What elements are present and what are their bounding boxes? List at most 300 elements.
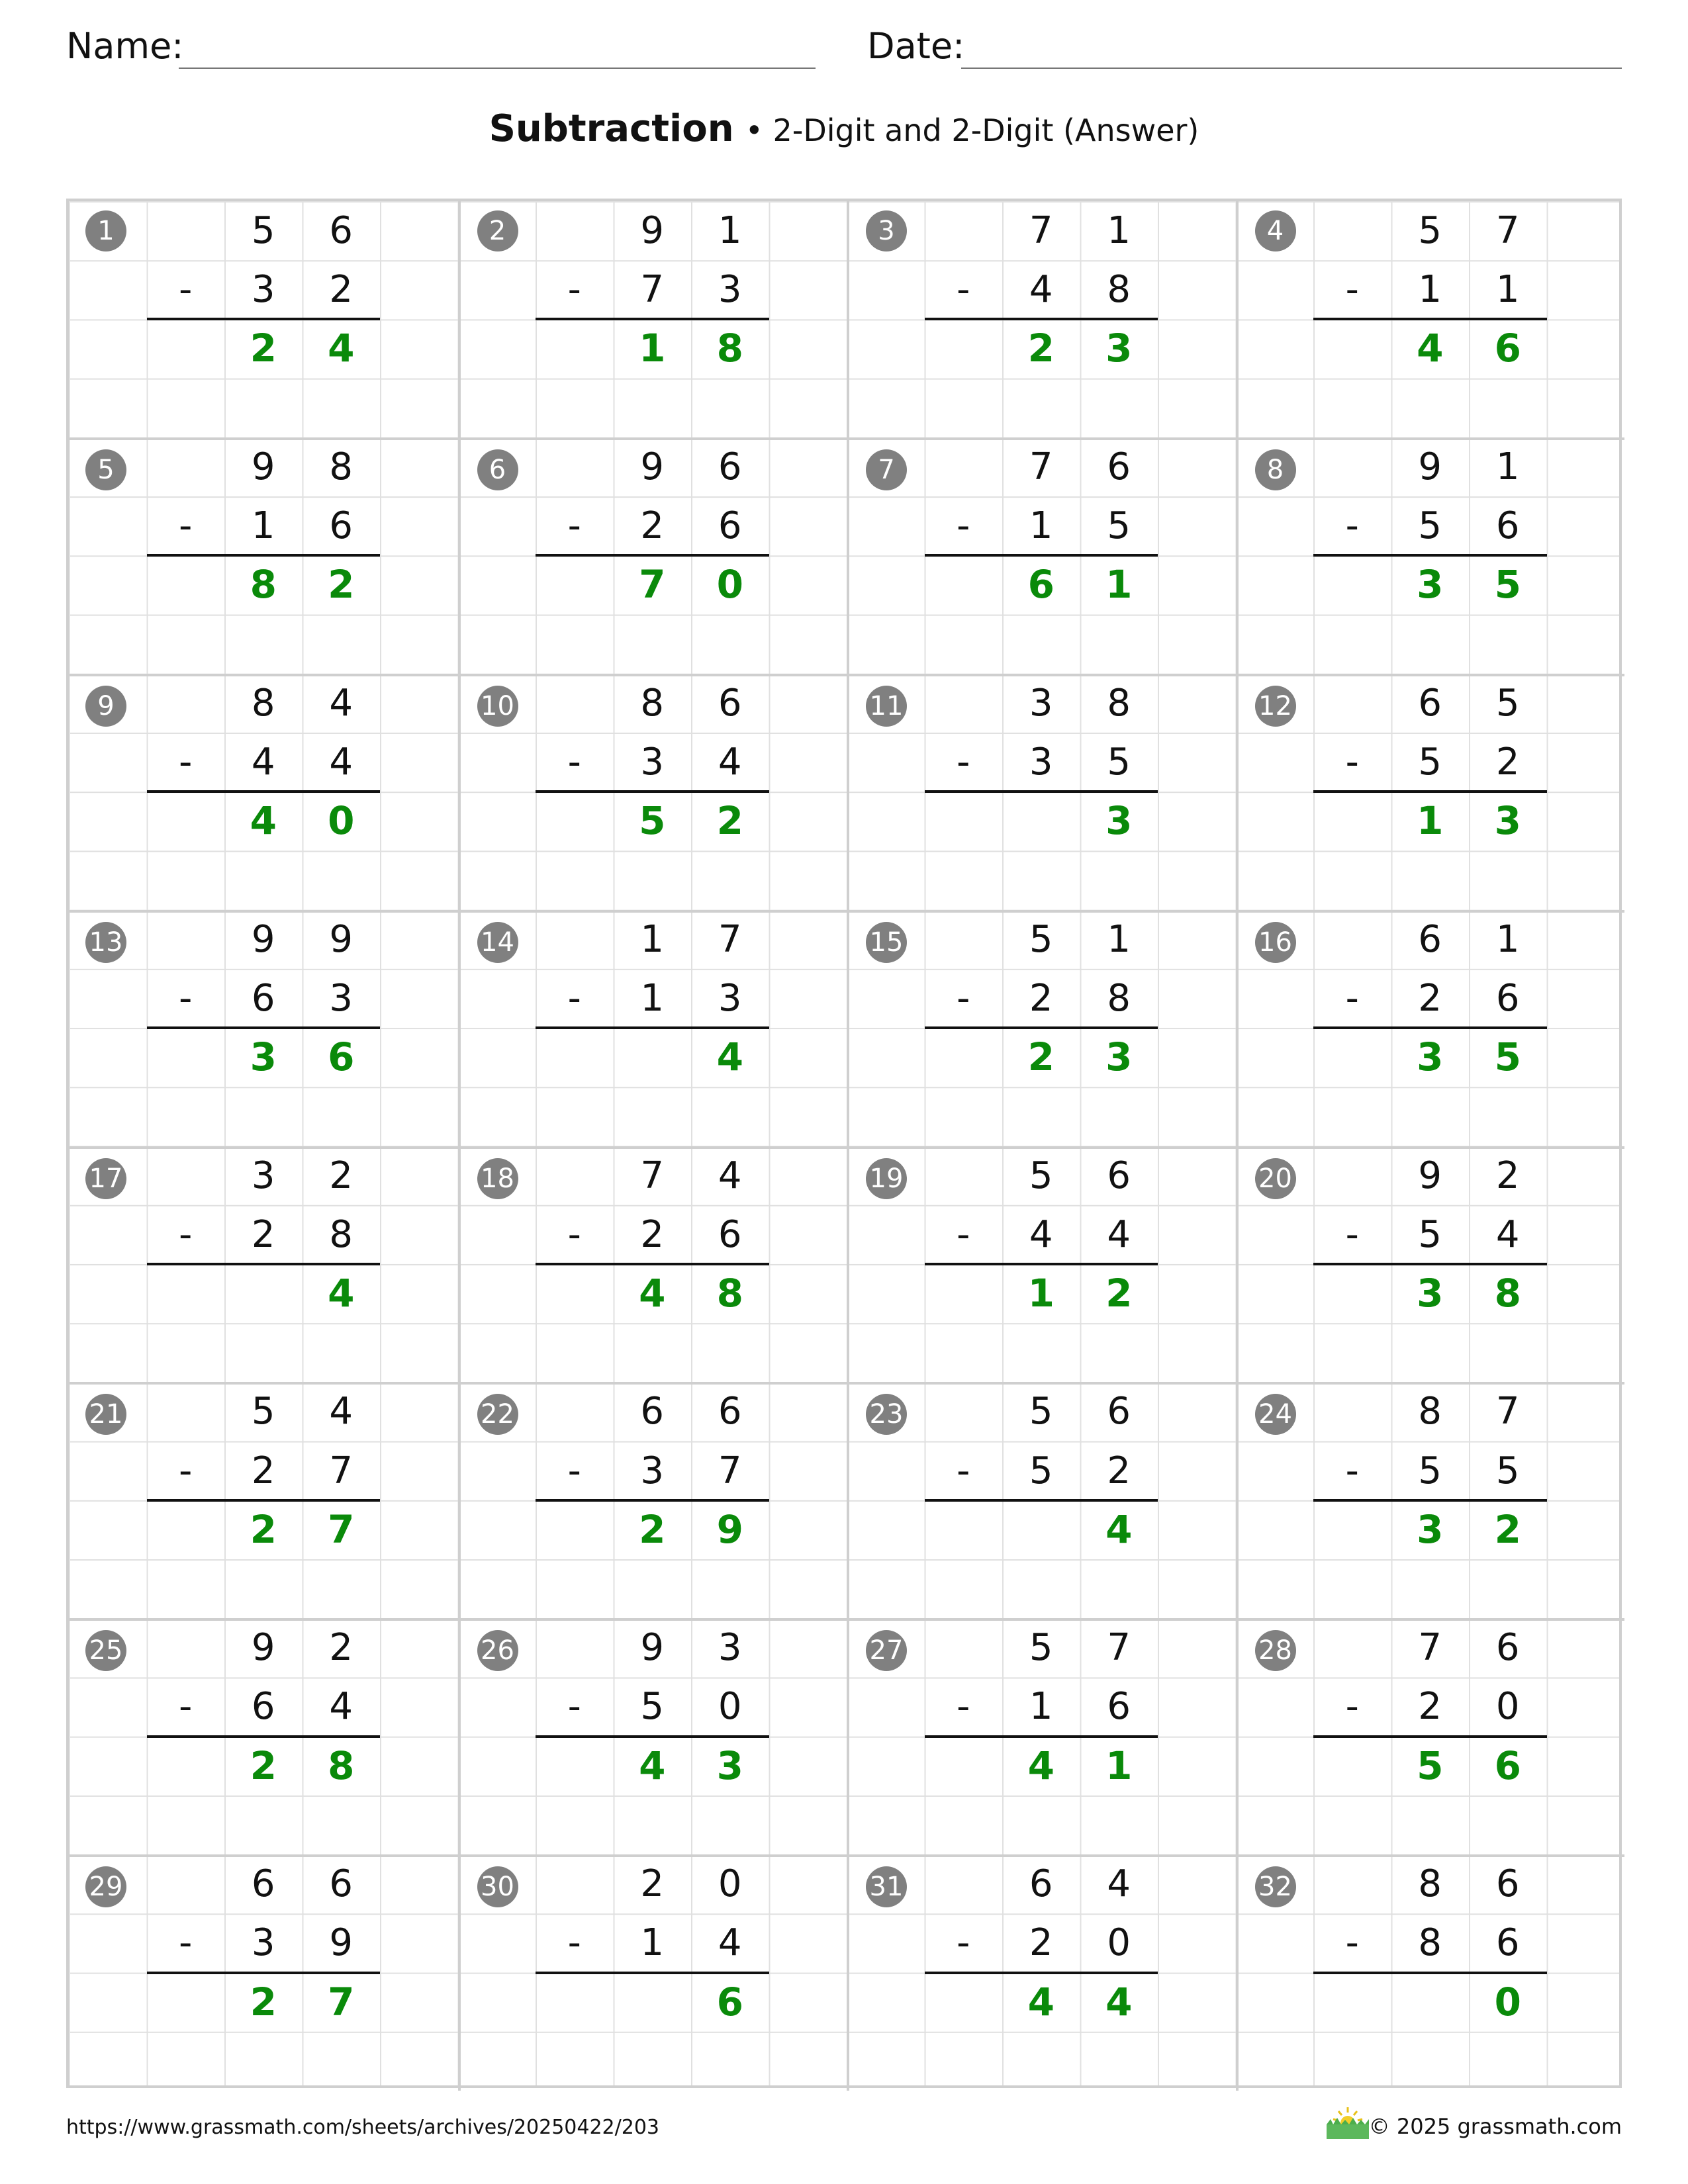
subtrahend-tens-digit: 2 [251, 1212, 275, 1256]
minus-operator: - [567, 268, 581, 312]
problem-number-badge: 31 [866, 1866, 907, 1907]
answer-ones-digit: 6 [1494, 1743, 1521, 1788]
sum-line [147, 1026, 381, 1029]
minuend-ones-digit: 6 [718, 681, 742, 725]
subtrahend-tens-digit: 2 [640, 1212, 665, 1256]
answer-ones-digit: 4 [1105, 1979, 1133, 2025]
minuend-ones-digit: 6 [718, 445, 742, 488]
minus-operator: - [567, 1685, 581, 1729]
answer-tens-digit: 4 [1417, 326, 1444, 371]
sum-line [1313, 1972, 1547, 1974]
problem-block [458, 201, 847, 437]
sum-line [536, 1499, 769, 1502]
problem-number-badge: 2 [477, 210, 518, 251]
minuend-tens-digit: 7 [1029, 445, 1053, 488]
problem-block [1236, 1854, 1625, 2091]
minus-operator: - [567, 504, 581, 548]
sum-line [536, 554, 769, 557]
problem-block [847, 1854, 1236, 2091]
minus-operator: - [567, 1449, 581, 1492]
problem-block [1236, 1618, 1625, 1854]
subtrahend-ones-digit: 6 [718, 1212, 742, 1256]
minuend-tens-digit: 9 [640, 445, 665, 488]
subtrahend-ones-digit: 4 [718, 1921, 742, 1965]
subtrahend-ones-digit: 6 [718, 504, 742, 548]
minus-operator: - [179, 740, 193, 784]
subtrahend-tens-digit: 7 [640, 268, 665, 312]
minuend-ones-digit: 5 [1495, 681, 1520, 725]
answer-tens-digit: 7 [639, 562, 666, 608]
minus-operator: - [1345, 1449, 1359, 1492]
subtrahend-tens-digit: 2 [1418, 1685, 1442, 1729]
sum-line [1313, 1026, 1547, 1029]
answer-ones-digit: 3 [1105, 326, 1133, 371]
subtrahend-tens-digit: 3 [640, 740, 665, 784]
minuend-tens-digit: 6 [251, 1862, 275, 1906]
sum-line [536, 790, 769, 793]
subtrahend-ones-digit: 2 [1107, 1449, 1131, 1492]
problem-block [1236, 910, 1625, 1146]
sum-line [925, 1972, 1158, 1974]
answer-ones-digit: 1 [1105, 1743, 1133, 1788]
minuend-tens-digit: 9 [1418, 445, 1442, 488]
minuend-tens-digit: 6 [1029, 1862, 1053, 1906]
footer-url: https://www.grassmath.com/sheets/archives/20250422/203 [66, 2116, 660, 2139]
date-label: Date: [867, 25, 965, 67]
subtrahend-ones-digit: 4 [329, 1685, 353, 1729]
subtrahend-tens-digit: 4 [1029, 268, 1053, 312]
subtrahend-tens-digit: 1 [1029, 1685, 1053, 1729]
answer-ones-digit: 2 [716, 798, 743, 844]
subtrahend-tens-digit: 2 [640, 504, 665, 548]
problem-number-badge: 16 [1255, 922, 1296, 963]
answer-ones-digit: 3 [716, 1743, 743, 1788]
subtrahend-tens-digit: 5 [640, 1685, 665, 1729]
date-line[interactable] [961, 68, 1622, 69]
problem-number-badge: 18 [477, 1158, 518, 1199]
minuend-ones-digit: 6 [1495, 1862, 1520, 1906]
minuend-ones-digit: 8 [1107, 681, 1131, 725]
minuend-ones-digit: 4 [1107, 1862, 1131, 1906]
answer-tens-digit: 5 [1417, 1743, 1444, 1788]
minus-operator: - [179, 1449, 193, 1492]
answer-tens-digit: 1 [1027, 1270, 1055, 1316]
answer-tens-digit [614, 1028, 692, 1087]
problem-block [69, 1854, 458, 2091]
minus-operator: - [1345, 1921, 1359, 1965]
minus-operator: - [179, 1212, 193, 1256]
minuend-ones-digit: 1 [1495, 445, 1520, 488]
sum-line [536, 1972, 769, 1974]
title-sub: • 2-Digit and 2-Digit (Answer) [745, 113, 1199, 148]
answer-tens-digit: 4 [1027, 1979, 1055, 2025]
answer-tens-digit: 2 [250, 1506, 277, 1552]
subtrahend-ones-digit: 4 [1495, 1212, 1520, 1256]
subtrahend-ones-digit: 2 [1495, 740, 1520, 784]
answer-tens-digit: 2 [1027, 326, 1055, 371]
answer-ones-digit: 4 [328, 326, 355, 371]
footer-copyright: © 2025 grassmath.com [1368, 2114, 1622, 2139]
name-label: Name: [66, 25, 184, 67]
answer-ones-digit: 8 [328, 1743, 355, 1788]
subtrahend-ones-digit: 4 [718, 740, 742, 784]
subtrahend-tens-digit: 1 [251, 504, 275, 548]
problem-number-badge: 9 [85, 686, 126, 727]
minuend-tens-digit: 8 [1418, 1862, 1442, 1906]
sum-line [536, 1026, 769, 1029]
answer-ones-digit: 3 [1494, 798, 1521, 844]
minus-operator: - [567, 1212, 581, 1256]
minus-operator: - [179, 976, 193, 1020]
problem-number-badge: 1 [85, 210, 126, 251]
subtrahend-ones-digit: 0 [1107, 1921, 1131, 1965]
answer-tens-digit: 2 [639, 1506, 666, 1552]
minuend-tens-digit: 2 [640, 1862, 665, 1906]
subtrahend-ones-digit: 8 [1107, 268, 1131, 312]
sum-line [147, 318, 381, 320]
minus-operator: - [179, 1685, 193, 1729]
answer-tens-digit: 3 [1417, 1270, 1444, 1316]
problem-number-badge: 5 [85, 449, 126, 490]
answer-ones-digit: 3 [1105, 798, 1133, 844]
subtrahend-ones-digit: 7 [329, 1449, 353, 1492]
minuend-ones-digit: 0 [718, 1862, 742, 1906]
answer-ones-digit: 2 [328, 562, 355, 608]
problem-block [847, 1382, 1236, 1618]
minuend-tens-digit: 3 [1029, 681, 1053, 725]
grass-sun-logo-icon [1324, 2105, 1372, 2142]
sum-line [147, 1499, 381, 1502]
minuend-ones-digit: 6 [1107, 445, 1131, 488]
subtrahend-ones-digit: 8 [1107, 976, 1131, 1020]
problem-block [1236, 674, 1625, 910]
subtrahend-ones-digit: 6 [329, 504, 353, 548]
answer-tens-digit: 2 [250, 326, 277, 371]
answer-ones-digit: 8 [716, 326, 743, 371]
minuend-tens-digit: 9 [640, 1626, 665, 1670]
answer-tens-digit: 5 [639, 798, 666, 844]
minuend-ones-digit: 3 [718, 1626, 742, 1670]
problem-block [1236, 1146, 1625, 1383]
minuend-ones-digit: 6 [718, 1390, 742, 1433]
subtrahend-ones-digit: 4 [329, 740, 353, 784]
minuend-ones-digit: 8 [329, 445, 353, 488]
problem-block [458, 1618, 847, 1854]
problem-number-badge: 28 [1255, 1630, 1296, 1671]
problem-block [1236, 201, 1625, 437]
answer-tens-digit: 2 [250, 1979, 277, 2025]
problem-block [847, 910, 1236, 1146]
minuend-tens-digit: 5 [1029, 917, 1053, 961]
subtrahend-tens-digit: 5 [1418, 1449, 1442, 1492]
problem-number-badge: 24 [1255, 1394, 1296, 1435]
title-main: Subtraction [489, 107, 734, 150]
subtrahend-tens-digit: 2 [1029, 1921, 1053, 1965]
minuend-tens-digit: 6 [640, 1390, 665, 1433]
problem-block [458, 674, 847, 910]
minuend-ones-digit: 7 [1107, 1626, 1131, 1670]
subtrahend-ones-digit: 6 [1495, 1921, 1520, 1965]
minus-operator: - [1345, 504, 1359, 548]
problem-block [847, 674, 1236, 910]
problem-block [847, 201, 1236, 437]
subtrahend-tens-digit: 1 [640, 1921, 665, 1965]
answer-ones-digit: 6 [716, 1979, 743, 2025]
problem-block [458, 910, 847, 1146]
sum-line [536, 1735, 769, 1738]
sum-line [1313, 790, 1547, 793]
subtrahend-tens-digit: 5 [1418, 1212, 1442, 1256]
minuend-tens-digit: 9 [251, 917, 275, 961]
minus-operator: - [957, 1212, 970, 1256]
answer-ones-digit: 3 [1105, 1034, 1133, 1080]
problem-block [458, 1854, 847, 2091]
subtrahend-tens-digit: 1 [1029, 504, 1053, 548]
minuend-ones-digit: 6 [329, 1862, 353, 1906]
answer-ones-digit: 0 [1494, 1979, 1521, 2025]
minus-operator: - [1345, 740, 1359, 784]
sum-line [536, 318, 769, 320]
problem-block [1236, 437, 1625, 674]
minuend-ones-digit: 6 [1495, 1626, 1520, 1670]
minuend-tens-digit: 7 [640, 1154, 665, 1197]
problem-block [69, 1146, 458, 1383]
subtrahend-tens-digit: 2 [251, 1449, 275, 1492]
minuend-tens-digit: 3 [251, 1154, 275, 1197]
subtrahend-ones-digit: 8 [329, 1212, 353, 1256]
sum-line [1313, 1499, 1547, 1502]
answer-tens-digit [1002, 1500, 1080, 1559]
answer-ones-digit: 9 [716, 1506, 743, 1552]
problem-number-badge: 13 [85, 922, 126, 963]
sum-line [147, 1735, 381, 1738]
minus-operator: - [957, 976, 970, 1020]
sum-line [1313, 1735, 1547, 1738]
subtrahend-tens-digit: 4 [1029, 1212, 1053, 1256]
minuend-tens-digit: 1 [640, 917, 665, 961]
subtrahend-ones-digit: 3 [329, 976, 353, 1020]
problem-number-badge: 14 [477, 922, 518, 963]
sum-line [925, 1499, 1158, 1502]
minus-operator: - [957, 1685, 970, 1729]
problem-number-badge: 7 [866, 449, 907, 490]
minus-operator: - [957, 1449, 970, 1492]
minuend-tens-digit: 8 [251, 681, 275, 725]
problem-block [69, 437, 458, 674]
minus-operator: - [957, 740, 970, 784]
subtrahend-ones-digit: 0 [1495, 1685, 1520, 1729]
sum-line [925, 1735, 1158, 1738]
minus-operator: - [957, 268, 970, 312]
minuend-ones-digit: 1 [1107, 209, 1131, 252]
sum-line [147, 1972, 381, 1974]
answer-tens-digit [614, 1973, 692, 2032]
minuend-tens-digit: 7 [1029, 209, 1053, 252]
minuend-ones-digit: 7 [718, 917, 742, 961]
problem-number-badge: 23 [866, 1394, 907, 1435]
answer-tens-digit [1391, 1973, 1470, 2032]
answer-ones-digit: 7 [328, 1506, 355, 1552]
answer-tens-digit: 4 [1027, 1743, 1055, 1788]
problem-number-badge: 19 [866, 1158, 907, 1199]
problem-number-badge: 32 [1255, 1866, 1296, 1907]
minuend-tens-digit: 8 [640, 681, 665, 725]
problem-number-badge: 25 [85, 1630, 126, 1671]
minus-operator: - [1345, 268, 1359, 312]
minuend-tens-digit: 6 [1418, 681, 1442, 725]
minuend-tens-digit: 7 [1418, 1626, 1442, 1670]
subtrahend-ones-digit: 7 [718, 1449, 742, 1492]
subtrahend-ones-digit: 3 [718, 976, 742, 1020]
answer-ones-digit: 6 [328, 1034, 355, 1080]
minus-operator: - [1345, 976, 1359, 1020]
name-line[interactable] [179, 68, 816, 69]
answer-tens-digit: 8 [250, 562, 277, 608]
sum-line [147, 790, 381, 793]
subtrahend-tens-digit: 6 [251, 976, 275, 1020]
subtrahend-tens-digit: 5 [1418, 504, 1442, 548]
problem-block [69, 674, 458, 910]
answer-ones-digit: 7 [328, 1979, 355, 2025]
minuend-ones-digit: 7 [1495, 1390, 1520, 1433]
sum-line [925, 318, 1158, 320]
minuend-tens-digit: 5 [1029, 1154, 1053, 1197]
problem-number-badge: 11 [866, 686, 907, 727]
subtrahend-tens-digit: 3 [251, 1921, 275, 1965]
minuend-tens-digit: 5 [251, 209, 275, 252]
answer-tens-digit: 2 [1027, 1034, 1055, 1080]
problem-number-badge: 12 [1255, 686, 1296, 727]
subtrahend-ones-digit: 5 [1495, 1449, 1520, 1492]
minuend-ones-digit: 4 [329, 681, 353, 725]
answer-ones-digit: 8 [716, 1270, 743, 1316]
sum-line [147, 1263, 381, 1265]
minuend-tens-digit: 5 [1029, 1390, 1053, 1433]
minus-operator: - [179, 1921, 193, 1965]
subtrahend-tens-digit: 4 [251, 740, 275, 784]
minus-operator: - [567, 740, 581, 784]
problem-block [458, 1382, 847, 1618]
problem-number-badge: 17 [85, 1158, 126, 1199]
problem-block [847, 437, 1236, 674]
sum-line [925, 1263, 1158, 1265]
subtrahend-tens-digit: 2 [1418, 976, 1442, 1020]
answer-ones-digit: 4 [328, 1270, 355, 1316]
minuend-ones-digit: 9 [329, 917, 353, 961]
subtrahend-tens-digit: 1 [1418, 268, 1442, 312]
minuend-ones-digit: 1 [718, 209, 742, 252]
answer-ones-digit: 8 [1494, 1270, 1521, 1316]
problem-block [69, 201, 458, 437]
minuend-ones-digit: 2 [329, 1154, 353, 1197]
problem-block [847, 1618, 1236, 1854]
subtrahend-tens-digit: 8 [1418, 1921, 1442, 1965]
answer-tens-digit: 3 [1417, 1034, 1444, 1080]
answer-tens-digit [224, 1264, 303, 1323]
problem-number-badge: 10 [477, 686, 518, 727]
answer-ones-digit: 0 [716, 562, 743, 608]
answer-tens-digit: 3 [250, 1034, 277, 1080]
minus-operator: - [957, 504, 970, 548]
problem-number-badge: 30 [477, 1866, 518, 1907]
minuend-tens-digit: 9 [1418, 1154, 1442, 1197]
subtrahend-ones-digit: 9 [329, 1921, 353, 1965]
minus-operator: - [179, 504, 193, 548]
page-title [0, 106, 1688, 154]
minuend-ones-digit: 4 [718, 1154, 742, 1197]
minuend-ones-digit: 1 [1107, 917, 1131, 961]
minus-operator: - [1345, 1212, 1359, 1256]
subtrahend-tens-digit: 3 [251, 268, 275, 312]
answer-tens-digit: 4 [639, 1743, 666, 1788]
sum-line [536, 1263, 769, 1265]
problem-number-badge: 3 [866, 210, 907, 251]
answer-tens-digit: 3 [1417, 562, 1444, 608]
minus-operator: - [1345, 1685, 1359, 1729]
problem-number-badge: 4 [1255, 210, 1296, 251]
subtrahend-ones-digit: 6 [1495, 504, 1520, 548]
minus-operator: - [179, 268, 193, 312]
minuend-tens-digit: 6 [1418, 917, 1442, 961]
minuend-ones-digit: 7 [1495, 209, 1520, 252]
subtrahend-ones-digit: 6 [1495, 976, 1520, 1020]
subtrahend-ones-digit: 2 [329, 268, 353, 312]
subtrahend-ones-digit: 4 [1107, 1212, 1131, 1256]
answer-ones-digit: 2 [1494, 1506, 1521, 1552]
problem-number-badge: 8 [1255, 449, 1296, 490]
answer-tens-digit: 4 [250, 798, 277, 844]
problem-number-badge: 27 [866, 1630, 907, 1671]
problem-number-badge: 26 [477, 1630, 518, 1671]
answer-tens-digit: 2 [250, 1743, 277, 1788]
answer-tens-digit [1002, 792, 1080, 850]
sum-line [925, 790, 1158, 793]
minus-operator: - [567, 1921, 581, 1965]
minuend-tens-digit: 5 [1029, 1626, 1053, 1670]
subtrahend-ones-digit: 5 [1107, 504, 1131, 548]
subtrahend-ones-digit: 5 [1107, 740, 1131, 784]
problem-block [69, 1618, 458, 1854]
problem-number-badge: 6 [477, 449, 518, 490]
answer-tens-digit: 1 [1417, 798, 1444, 844]
subtrahend-tens-digit: 3 [1029, 740, 1053, 784]
subtrahend-ones-digit: 6 [1107, 1685, 1131, 1729]
subtrahend-ones-digit: 3 [718, 268, 742, 312]
problem-block [847, 1146, 1236, 1383]
minuend-ones-digit: 4 [329, 1390, 353, 1433]
answer-tens-digit: 1 [639, 326, 666, 371]
answer-tens-digit: 3 [1417, 1506, 1444, 1552]
minuend-ones-digit: 1 [1495, 917, 1520, 961]
answer-ones-digit: 5 [1494, 1034, 1521, 1080]
problem-number-badge: 29 [85, 1866, 126, 1907]
problem-number-badge: 15 [866, 922, 907, 963]
minus-operator: - [567, 976, 581, 1020]
minuend-tens-digit: 8 [1418, 1390, 1442, 1433]
subtrahend-tens-digit: 2 [1029, 976, 1053, 1020]
minuend-ones-digit: 2 [329, 1626, 353, 1670]
subtrahend-tens-digit: 1 [640, 976, 665, 1020]
problem-block [69, 1382, 458, 1618]
minuend-tens-digit: 9 [251, 1626, 275, 1670]
answer-ones-digit: 1 [1105, 562, 1133, 608]
subtrahend-ones-digit: 1 [1495, 268, 1520, 312]
problem-block [1236, 1382, 1625, 1618]
problem-block [458, 437, 847, 674]
subtrahend-tens-digit: 5 [1029, 1449, 1053, 1492]
minuend-ones-digit: 2 [1495, 1154, 1520, 1197]
sum-line [1313, 554, 1547, 557]
